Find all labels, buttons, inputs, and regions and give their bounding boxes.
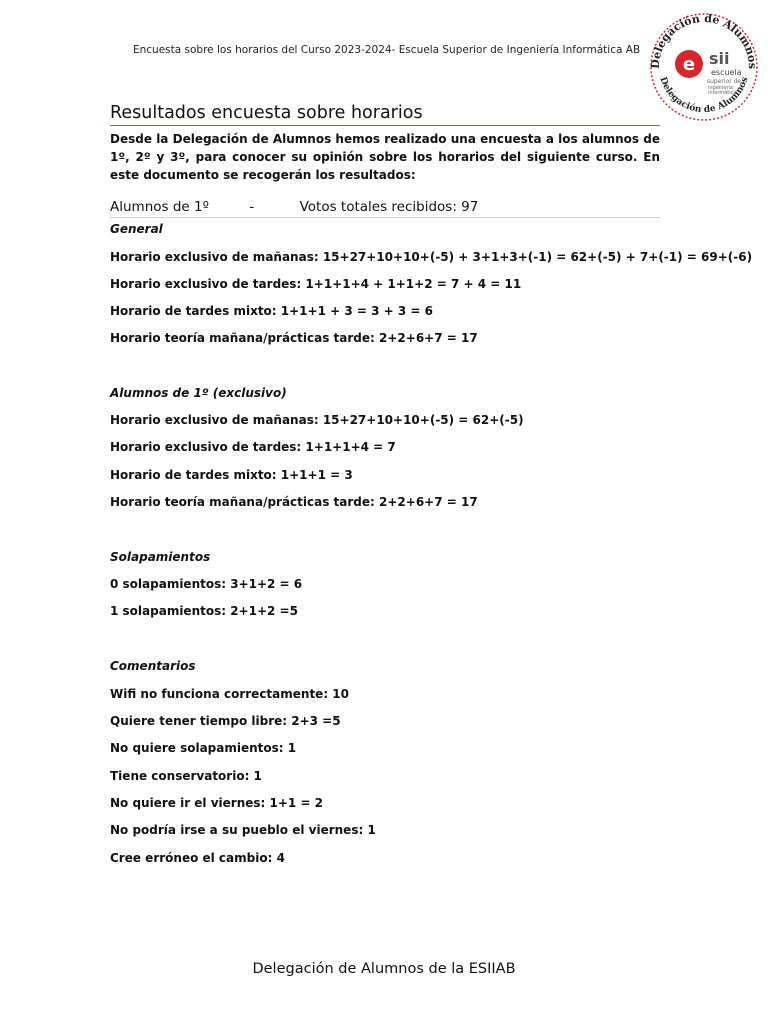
logo-sub-text-2: ingeniería (708, 85, 733, 91)
comments-line: No podría irse a su pueblo el viernes: 1 (110, 823, 376, 837)
comments-line: Tiene conservatorio: 1 (110, 769, 262, 783)
general-line: Horario teoría mañana/prácticas tarde: 2+2+6+7 = 17 (110, 331, 478, 345)
svg-text:sii: sii (709, 49, 730, 68)
general-line: Horario exclusivo de tardes: 1+1+1+4 + 1+1+2 = 7 + 4 = 11 (110, 277, 522, 291)
logo-ring-bottom-text: Delegación de Alumnos (657, 75, 751, 116)
votes-label: Votos totales recibidos: 97 (299, 199, 479, 215)
title-underline (110, 125, 660, 126)
general-line: Horario exclusivo de mañanas: 15+27+10+10+(-5) + 3+1+3+(-1) = 62+(-5) + 7+(-1) = 69+(-6) (110, 250, 753, 264)
document-title: Resultados encuesta sobre horarios (110, 103, 423, 123)
logo-ring-top-text: Delegación de Alumnos (648, 11, 760, 70)
general-line: Horario de tardes mixto: 1+1+1 + 3 = 3 + 3 = 6 (110, 304, 433, 318)
delegation-logo (647, 10, 761, 124)
section-heading-comments: Comentarios (110, 659, 196, 673)
logo-sub-text-1: superior de (707, 78, 742, 85)
section-heading-overlaps: Solapamientos (110, 550, 211, 564)
page-footer: Delegación de Alumnos de la ESIIAB (252, 961, 516, 977)
intro-text: Desde la Delegación de Alumnos hemos realizado una encuesta a los alumnos de 1º, 2º y 3º, para conocer su opinión sobre los horarios del siguiente curso. En este documento se recogerán los resultados: (110, 132, 660, 182)
overlaps-line: 0 solapamientos: 3+1+2 = 6 (110, 577, 303, 591)
logo-center-text: escuela (711, 68, 742, 77)
subheading-rule (110, 217, 660, 218)
section-heading-exclusive: Alumnos de 1º (exclusivo) (110, 386, 287, 400)
logo-sub-text-3: informática (708, 90, 737, 96)
comments-line: Quiere tener tiempo libre: 2+3 =5 (110, 714, 341, 728)
group-separator: - (249, 199, 255, 215)
comments-line: No quiere ir el viernes: 1+1 = 2 (110, 796, 324, 810)
comments-line: Cree erróneo el cambio: 4 (110, 851, 285, 865)
svg-text:e: e (682, 54, 696, 75)
group-label: Alumnos de 1º (110, 199, 209, 215)
overlaps-line: 1 solapamientos: 2+1+2 =5 (110, 604, 298, 618)
comments-line: No quiere solapamientos: 1 (110, 741, 297, 755)
exclusive-line: Horario exclusivo de mañanas: 15+27+10+10+(-5) = 62+(-5) (110, 413, 524, 427)
intro-paragraph (110, 130, 660, 184)
page-header: Encuesta sobre los horarios del Curso 2023-2024- Escuela Superior de Ingeniería Informática AB (133, 44, 641, 56)
exclusive-line: Horario de tardes mixto: 1+1+1 = 3 (110, 468, 353, 482)
section-heading-general: General (110, 222, 163, 236)
exclusive-line: Horario teoría mañana/prácticas tarde: 2+2+6+7 = 17 (110, 495, 478, 509)
exclusive-line: Horario exclusivo de tardes: 1+1+1+4 = 7 (110, 440, 396, 454)
comments-line: Wifi no funciona correctamente: 10 (110, 687, 349, 701)
subheading-row (110, 199, 660, 215)
